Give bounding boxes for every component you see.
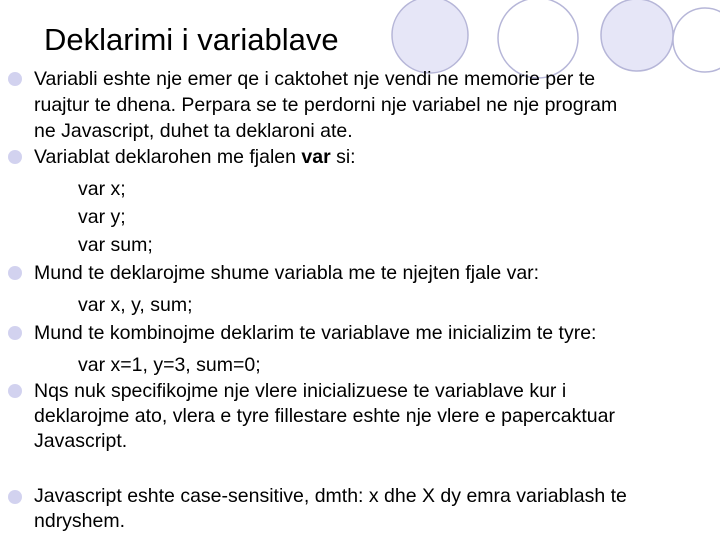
slide-title: Deklarimi i variablave: [44, 22, 339, 57]
bullet-icon: [8, 384, 22, 398]
body-text-line: Javascript eshte case-sensitive, dmth: x dhe X dy emra variablash te: [34, 485, 627, 507]
body-text-line: Javascript.: [34, 430, 128, 452]
code-line: var x;: [78, 178, 126, 200]
decor-circle: [392, 0, 468, 73]
bullet-icon: [8, 150, 22, 164]
body-text-line: deklarojme ato, vlera e tyre fillestare eshte nje vlere e papercaktuar: [34, 405, 615, 427]
code-line: var x, y, sum;: [78, 294, 193, 316]
body-text-line: ruajtur te dhena. Perpara se te perdorni nje variabel ne nje program: [34, 94, 618, 116]
code-line: var x=1, y=3, sum=0;: [78, 354, 261, 376]
bullet-icon: [8, 266, 22, 280]
body-text-line: Mund te kombinojme deklarim te variablave me inicializim te tyre:: [34, 322, 597, 344]
decor-circle: [601, 0, 673, 71]
code-line: var y;: [78, 206, 126, 228]
body-text-line: Mund te deklarojme shume variabla me te njejten fjale var:: [34, 262, 540, 284]
bullet-icon: [8, 72, 22, 86]
body-text: si:: [330, 146, 356, 168]
code-line: var sum;: [78, 234, 153, 256]
keyword-var: var: [301, 146, 331, 168]
bullet-icon: [8, 326, 22, 340]
body-text-line: Nqs nuk specifikojme nje vlere inicializuese te variablave kur i: [34, 380, 567, 402]
body-text-line: ne Javascript, duhet ta deklaroni ate.: [34, 120, 353, 142]
decor-circle: [673, 8, 720, 72]
bullet-icon: [8, 490, 22, 504]
body-text-line: ndryshem.: [34, 510, 126, 532]
body-text-line: [34, 145, 356, 169]
body-text-line: Variabli eshte nje emer qe i caktohet nje vendi ne memorie per te: [34, 68, 596, 90]
body-text: Variablat deklarohen me fjalen: [34, 146, 302, 168]
